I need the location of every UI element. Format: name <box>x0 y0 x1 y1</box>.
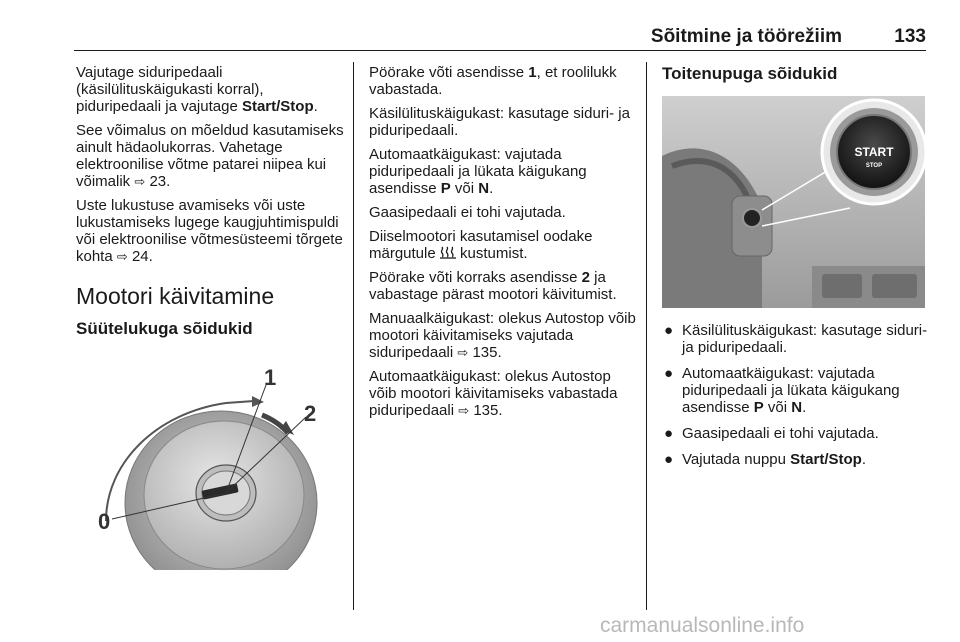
page-reference[interactable]: 23 <box>149 173 167 190</box>
column-divider-2 <box>646 62 647 610</box>
column-2 <box>369 64 637 426</box>
column-1 <box>76 64 344 347</box>
paragraph: Gaasipedaali ei tohi vajutada. <box>369 204 566 221</box>
bullet-icon: ● <box>664 365 674 382</box>
bullet-icon: ● <box>664 451 674 468</box>
column-divider-1 <box>353 62 354 610</box>
position-label-0: 0 <box>98 509 111 534</box>
paragraph: Automaatkäigukast: olekus Autostop võib mootori käivitamiseks vabastada piduripedaali ⇨ 135. <box>369 368 618 419</box>
ref-arrow-icon: ⇨ <box>458 403 470 418</box>
subsection-heading: Süütelukuga sõidukid <box>76 319 253 338</box>
paragraph: Manuaalkäigukast: olekus Autostop võib mootori käivitamiseks vajutada siduripedaali ⇨ 135. <box>369 310 636 361</box>
paragraph: Diiselmootori kasutamisel oodake märgutule kustumist. <box>369 228 593 262</box>
section-heading: Mootori käivitamine <box>76 283 275 309</box>
ref-arrow-icon: ⇨ <box>116 249 128 264</box>
paragraph: Uste lukustuse avamiseks või uste lukustamiseks lugege kaugjuhtimispuldi või elektroonilise võtmesüsteemi tõrgete kohta ⇨ 24. <box>76 197 343 265</box>
ref-arrow-icon: ⇨ <box>134 174 146 189</box>
page-reference[interactable]: 24 <box>131 248 149 265</box>
start-label: START <box>854 145 894 159</box>
start-stop-button-photo <box>662 96 925 308</box>
ref-arrow-icon: ⇨ <box>457 345 469 360</box>
list-item: ● Automaatkäigukast: vajutada piduripedaali ja lükata käigukang asendisse P või N. <box>664 365 900 416</box>
bullet-icon: ● <box>664 322 674 339</box>
paragraph: Automaatkäigukast: vajutada piduripedaali ja lükata käigukang asendisse P või N. <box>369 146 587 197</box>
bullet-list-container <box>662 322 932 477</box>
paragraph: Pöörake võti asendisse 1, et roolilukk vabastada. <box>369 64 617 98</box>
position-label-2: 2 <box>304 401 317 426</box>
stop-label: STOP <box>865 163 883 169</box>
bullet-icon: ● <box>664 425 674 442</box>
paragraph: See võimalus on mõeldud kasutamiseks ainult hädaolukorras. Vahetage elektroonilise võtme patarei niipea kui võimalik ⇨ 23. <box>76 122 344 190</box>
paragraph: Vajutage siduripedaali (käsilülituskäigukasti korral), piduripedaali ja vajutage Start/Stop. <box>76 64 318 115</box>
watermark: carmanualsonline.info <box>600 614 805 637</box>
paragraph: Käsilülituskäigukast: kasutage siduri- ja piduripedaali. <box>369 105 630 139</box>
list-item: ● Gaasipedaali ei tohi vajutada. <box>664 425 879 442</box>
page-reference[interactable]: 135 <box>472 344 498 361</box>
column-3 <box>662 64 932 92</box>
subsection-heading: Toitenupuga sõidukid <box>662 64 838 83</box>
ignition-lock-illustration <box>76 363 338 570</box>
page-number: 133 <box>894 26 926 47</box>
paragraph: Pöörake võti korraks asendisse 2 ja vabastage pärast mootori käivitumist. <box>369 269 617 303</box>
list-item: ● Vajutada nuppu Start/Stop. <box>664 451 866 468</box>
page-title: Sõitmine ja töörežiim <box>650 26 842 47</box>
position-label-1: 1 <box>264 365 277 390</box>
list-item: ● Käsilülituskäigukast: kasutage siduri- ja piduripedaali. <box>664 322 928 356</box>
bullet-list <box>662 322 932 468</box>
glow-plug-icon <box>440 246 456 259</box>
page-header <box>74 26 926 51</box>
page-reference[interactable]: 135 <box>473 402 499 419</box>
